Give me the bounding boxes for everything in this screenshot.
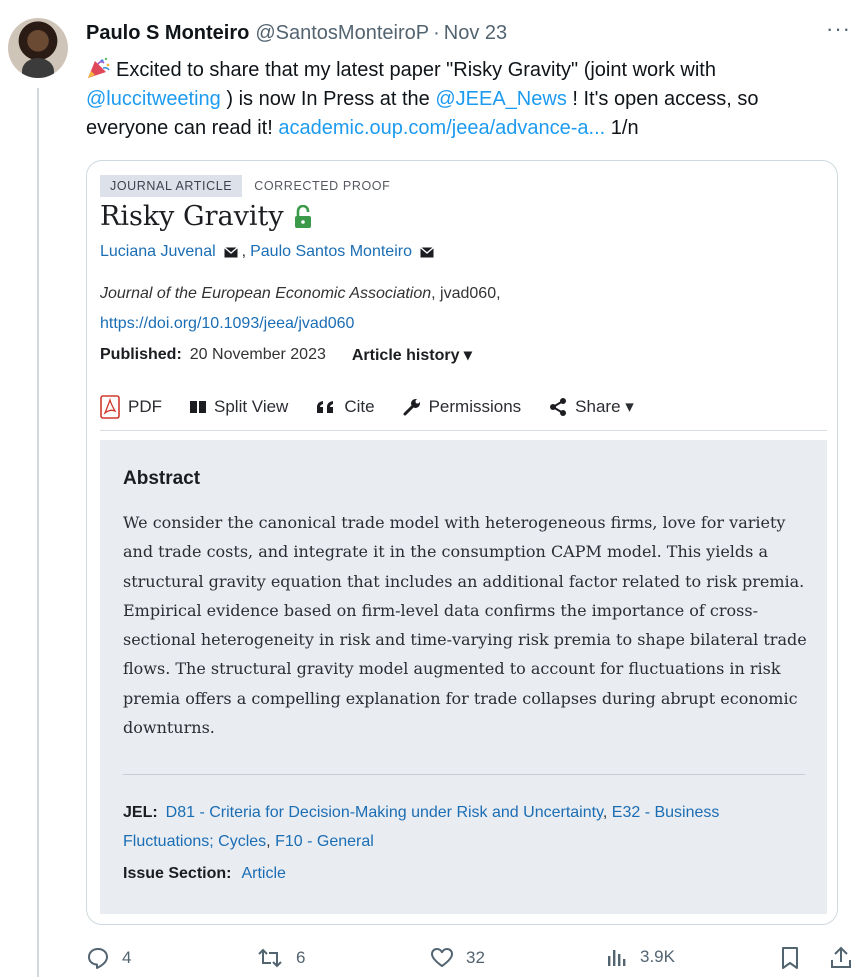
pdf-button[interactable]: [100, 395, 162, 419]
reply-button[interactable]: [86, 946, 131, 970]
jel-link-1[interactable]: D81 - Criteria for Decision-Making under Risk and Uncertainty: [165, 804, 603, 821]
jel-link-2[interactable]: E32 - Business Fluctuations; Cycles: [123, 804, 720, 850]
jel-link-3[interactable]: F10 - General: [275, 833, 374, 850]
thread-count: 1/n: [610, 117, 639, 139]
retweet-count: 6: [296, 948, 306, 967]
like-count: 32: [466, 948, 485, 967]
split-view-label: Split View: [214, 397, 289, 416]
upload-share-icon: [830, 946, 852, 970]
retweet-button[interactable]: [256, 946, 305, 970]
author-name[interactable]: Paulo S Monteiro: [86, 22, 250, 44]
tweet-header: [86, 22, 507, 45]
mention-luccitweeting[interactable]: @luccitweeting: [86, 88, 221, 110]
author-separator: ,: [241, 243, 247, 260]
tweet-text-part1: Excited to share that my latest paper "Risky Gravity" (joint work with: [116, 59, 716, 81]
mention-jeea-news[interactable]: @JEEA_News: [435, 88, 567, 110]
views-button[interactable]: [606, 946, 675, 968]
share-button[interactable]: [549, 397, 634, 417]
reply-count: 4: [122, 948, 132, 967]
article-title: [100, 201, 312, 232]
permissions-label: Permissions: [428, 397, 522, 416]
published-date: 20 November 2023: [189, 346, 326, 363]
envelope-icon[interactable]: [224, 247, 238, 258]
split-view-button[interactable]: [190, 397, 288, 417]
tag-article-status: CORRECTED PROOF: [254, 179, 391, 193]
link-preview-card[interactable]: [86, 160, 838, 925]
share-icon: [549, 398, 567, 416]
abstract-section: [100, 440, 827, 914]
tweet-date[interactable]: Nov 23: [443, 22, 508, 44]
bookmark-button[interactable]: [780, 946, 812, 970]
jel-separator: ,: [602, 804, 608, 821]
permissions-button[interactable]: [403, 397, 522, 417]
issue-section: [123, 865, 286, 883]
heart-icon: [430, 946, 454, 970]
cite-label: Cite: [344, 397, 375, 416]
article-history-dropdown[interactable]: Article history ▾: [351, 347, 472, 364]
article-toolbar: [100, 395, 662, 419]
split-view-icon: [190, 400, 206, 414]
jel-label: JEL:: [123, 804, 158, 821]
journal-citation: [100, 285, 501, 303]
like-button[interactable]: [430, 946, 485, 970]
header-separator: ·: [433, 22, 440, 44]
tag-article-type: JOURNAL ARTICLE: [100, 175, 242, 197]
abstract-title: Abstract: [123, 468, 201, 489]
journal-name: Journal of the European Economic Association: [100, 285, 432, 302]
view-count: 3.9K: [640, 947, 675, 966]
avatar[interactable]: [8, 18, 68, 78]
author-handle[interactable]: @SantosMonteiroP: [255, 22, 430, 44]
wrench-icon: [403, 398, 421, 416]
article-title-text: Risky Gravity: [100, 201, 284, 232]
bookmark-icon: [780, 946, 800, 970]
retweet-icon: [256, 946, 284, 970]
abstract-text: We consider the canonical trade model with heterogeneous firms, love for variety and trade costs, and integrate it in the consumption CAPM model. This yields a structural gravity equation that includes an additional factor related to risk premia. Empirical evidence based on firm-level data confirms the importance of cross-sectional heterogeneity in risk and time-varying risk premia to shape bilateral trade flows. The structural gravity model augmented to account for fluctuations in risk premia offers a compelling explanation for trade collapses during abrupt economic downturns.: [123, 513, 807, 738]
jel-codes: [123, 798, 813, 856]
issue-link[interactable]: Article: [241, 865, 286, 882]
reply-icon: [86, 946, 110, 970]
jel-separator: ,: [266, 833, 271, 850]
abstract-divider: [123, 774, 805, 775]
toolbar-divider: [100, 430, 827, 431]
doi-link[interactable]: https://doi.org/10.1093/jeea/jvad060: [100, 315, 355, 332]
quote-icon: [316, 400, 336, 414]
journal-suffix: , jvad060,: [431, 285, 501, 302]
article-authors: [100, 243, 438, 261]
article-tags: [100, 175, 402, 197]
issue-label: Issue Section:: [123, 865, 232, 882]
thread-line: [37, 88, 39, 977]
envelope-icon[interactable]: [420, 247, 434, 258]
tweet-actions: [86, 946, 856, 976]
tweet-link[interactable]: academic.oup.com/jeea/advance-a...: [278, 117, 606, 139]
open-access-lock-icon: [294, 205, 312, 229]
analytics-icon: [606, 946, 628, 968]
share-tweet-button[interactable]: [830, 946, 862, 970]
published-label: Published:: [100, 346, 182, 363]
tweet-text-part2: ) is now In Press at the: [226, 88, 430, 110]
party-popper-icon: [86, 57, 112, 79]
author-link-1[interactable]: Luciana Juvenal: [100, 243, 216, 260]
cite-button[interactable]: [316, 397, 374, 417]
share-label: Share ▾: [575, 397, 634, 416]
pdf-icon: [100, 395, 120, 419]
author-link-2[interactable]: Paulo Santos Monteiro: [250, 243, 412, 260]
published-row: [100, 345, 472, 365]
pdf-label: PDF: [128, 397, 162, 416]
more-horizontal-icon[interactable]: ···: [826, 16, 851, 41]
tweet-text: [86, 56, 846, 143]
tweet-text-part3: ! It's open access, so everyone can read it!: [86, 88, 759, 139]
